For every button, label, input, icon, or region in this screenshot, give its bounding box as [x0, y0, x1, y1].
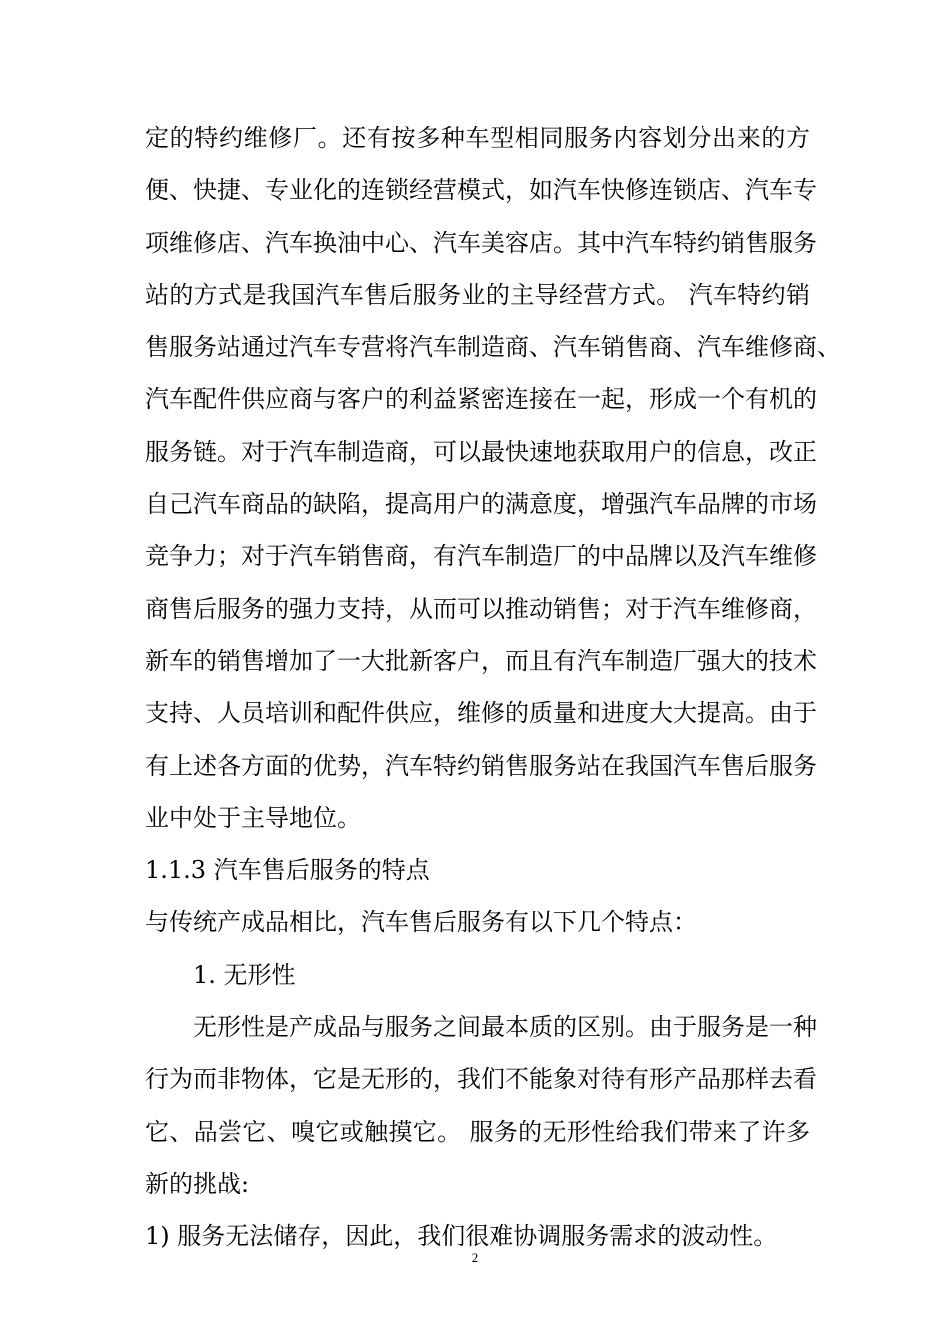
text-line: 服务链。对于汽车制造商，可以最快速地获取用户的信息，改正	[145, 437, 817, 466]
text-line: 1) 服务无法储存，因此，我们很难协调服务需求的波动性。	[145, 1222, 778, 1251]
text-line: 新车的销售增加了一大批新客户，而且有汽车制造厂强大的技术	[145, 646, 817, 675]
text-line: 行为而非物体，它是无形的，我们不能象对待有形产品那样去看	[145, 1065, 817, 1094]
text-line: 商售后服务的强力支持，从而可以推动销售；对于汽车维修商，	[145, 594, 817, 623]
text-line: 1. 无形性	[193, 960, 296, 989]
text-line: 汽车配件供应商与客户的利益紧密连接在一起，形成一个有机的	[145, 385, 817, 414]
text-line: 竞争力；对于汽车销售商，有汽车制造厂的中品牌以及汽车维修	[145, 542, 817, 571]
body-text	[145, 112, 841, 1263]
text-line: 1.1.3 汽车售后服务的特点	[145, 856, 430, 885]
text-line: 它、品尝它、嗅它或触摸它。 服务的无形性给我们带来了许多	[145, 1117, 810, 1146]
text-line: 有上述各方面的优势，汽车特约销售服务站在我国汽车售后服务	[145, 751, 817, 780]
text-line: 与传统产成品相比，汽车售后服务有以下几个特点：	[145, 908, 697, 937]
text-line: 支持、人员培训和配件供应，维修的质量和进度大大提高。由于	[145, 699, 817, 728]
text-line: 定的特约维修厂。还有按多种车型相同服务内容划分出来的方	[145, 124, 810, 152]
text-line: 项维修店、汽车换油中心、汽车美容店。其中汽车特约销售服务	[145, 228, 817, 257]
text-line: 新的挑战:	[145, 1169, 250, 1198]
page-number: 2	[471, 1250, 479, 1265]
text-line: 无形性是产成品与服务之间最本质的区别。由于服务是一种	[193, 1013, 817, 1042]
text-line: 售服务站通过汽车专营将汽车制造商、汽车销售商、汽车维修商、	[145, 333, 841, 362]
text-line: 业中处于主导地位。	[145, 803, 361, 832]
text-line: 便、快捷、专业化的连锁经营模式，如汽车快修连锁店、汽车专	[145, 176, 817, 205]
text-line: 站的方式是我国汽车售后服务业的主导经营方式。 汽车特约销	[145, 280, 810, 309]
text-line: 自己汽车商品的缺陷，提高用户的满意度，增强汽车品牌的市场	[145, 490, 817, 519]
